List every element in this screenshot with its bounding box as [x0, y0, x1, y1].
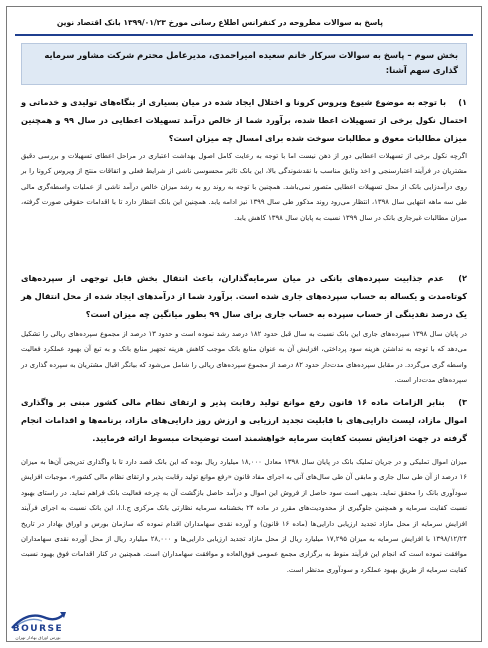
logo-subtitle: بورس اوراق بهادار تهران — [15, 636, 61, 641]
question-number: ۱) — [458, 97, 468, 107]
section-title: بخش سوم – پاسخ به سوالات سرکار خانم سعیده امیراحمدی، مدیرعامل محترم شرکت مشاور سرمایه گذاری سهم آشنا: — [21, 43, 467, 85]
bourse-logo — [6, 608, 70, 642]
question-text: عدم جذابیت سپرده‌های بانکی در میان سرمایه‌گذاران، باعث انتقال بخش قابل توجهی از سپرده‌های کوتاه‌مدت و یکساله به حساب سپرده‌های جاری شده است. برآورد شما از درآمدهای ایجاد شده از محل انتقال هر یک درصد نقدینگی از حساب سپرده به حساب جاری برای سال ۹۹ بطور میانگین چه میزان است؟ — [21, 273, 467, 319]
question-1 — [21, 93, 467, 147]
page-header: پاسخ به سوالات مطروحه در کنفرانس اطلاع رسانی مورخ ۱۳۹۹/۰۱/۲۳ بانک اقتصاد نوین — [15, 14, 473, 36]
question-2 — [21, 269, 467, 323]
answer-1: اگرچه نکول برخی از تسهیلات اعطایی دور از ذهن نیست اما با توجه به رعایت کامل اصول بهداشت اعتباری در مراحل اعطای تسهیلات و بررسی دقیق مشتریان در فرآیند اعتبارسنجی و اخذ وثایق مناسب با نقدشوندگی بالا، این بانک تاثیر محسوسی ناشی از شرایط فعلی و اتفاقات منتج از ویروس کرونا را بر روی درآمدزایی بانک از محل تسهیلات اعطایی متصور نمی‌باشد. همچنین با توجه به روند رو به رشد میزان خالص درآمد ناشی از عملیات واسطه‌گری مالی طی سه ماهه انتهایی سال ۱۳۹۸، انتظار می‌رود روند مذکور طی سال ۱۳۹۹ نیز ادامه یابد. همچنین این بانک انتظار دارد تا با اقدامات حقوقی صورت گرفته، میزان مطالبات غیرجاری بانک در سال ۱۳۹۹ نسبت به پایان سال ۱۳۹۸ کاهش یابد. — [21, 152, 467, 222]
question-number: ۲) — [458, 273, 467, 283]
document-page — [6, 6, 482, 642]
question-3 — [21, 393, 467, 447]
answer-2: در پایان سال ۱۳۹۸ سپرده‌های جاری این بانک نسبت به سال قبل حدود ۱۸۲ درصد رشد نموده است و حدود ۱۳ درصد از مجموع سپرده‌های ریالی را تشکیل می‌دهد که با توجه به نداشتن هزینه سود پرداختی، افزایش آن به عنوان منابع بانک موجب کاهش هزینه تجهیز منابع بانک و به تبع آن بهبود عملکرد فعالیت واسطه گری می‌گردد. در مقابل سپرده‌های مدت‌دار حدود ۸۲ درصد از مجموع سپرده‌های ریالی را شامل می‌شود که بیانگر اقبال مشتریان به سپرده گذاری در سپرده‌های مدت‌دار است. — [21, 330, 468, 385]
question-number: ۳) — [458, 397, 467, 407]
answer-3: میزان اموال تملیکی و در جریان تملیک بانک در پایان سال ۱۳۹۸ معادل ۱۸,۰۰۰ میلیارد ریال بوده که این بانک قصد دارد تا با واگذاری تدریجی آن‌ها به میزان ۱۶ درصد از آن طی سال جاری و مابقی آن طی سال‌های آتی به اجرای مفاد قانون «رفع موانع تولید رقابت پذیر و ارتقای نظام مالی کشور»، موجبات افزایش سودآوری بانک را محقق نماید. بدیهی است سود حاصل از فروش این اموال و درآمد حاصل بازگشت آن به چرخه فعالیت بانک فراهم نماید. در راستای بهبود نسبت کفایت سرمایه و همچنین جلوگیری از محدودیت‌های مقرر در ماده ۲۴ بخشنامه سرمایه نظارتی بانک مرکزی ج.ا.ا، این بانک نسبت به اجرای فرآیند افزایش سرمایه از محل مازاد تجدید ارزیابی دارایی‌ها (ماده ۱۶ قانون) و آورده نقدی سهامداران اقدام نموده که سازمان بورس و اوراق بهادار در تاریخ ۱۳۹۸/۱۲/۲۴ با افزایش سرمایه به میزان ۱۷,۲۹۵ میلیارد ریال از محل مازاد تجدید ارزیابی دارایی‌ها و ۲۸,۰۰۰ میلیارد ریال از محل آورده نقدی سهامداران موافقت نموده است که انجام این فرآیند منوط به برگزاری مجمع عمومی فوق‌العاده و موافقت سهامداران است. همچنین در کنار اقدامات فوق بهبود نسبت کفایت سرمایه از طریق بهبود عملکرد و سودآوری مدنظر است. — [20, 458, 467, 574]
question-text: با توجه به موضوع شیوع ویروس کرونا و اختلال ایجاد شده در میان بسیاری از بنگاه‌های تولیدی و خدماتی و احتمال نکول برخی از تسهیلات اعطا شده، برآورد شما از خالص درآمد تسهیلات اعطایی در سال ۹۹ و همچنین میزان مطالبات معوق و مطالبات سوخت شده برای امسال چه میزان است؟ — [21, 97, 467, 143]
question-text: بنابر الزامات ماده ۱۶ قانون رفع موانع تولید رقابت پذیر و ارتقای نظام مالی کشور مبنی بر واگذاری اموال مازاد، لیست دارایی‌های با قابلیت تجدید ارزیابی و ارزش روز دارایی‌های مازاد، برنامه‌ها و اقدامات انجام گرفته در جهت افزایش نسبت کفایت سرمایه خواهشمند است توضیحات مبسوط ارائه فرمایید. — [21, 397, 467, 443]
logo-wordmark: BOURSE — [12, 624, 64, 634]
